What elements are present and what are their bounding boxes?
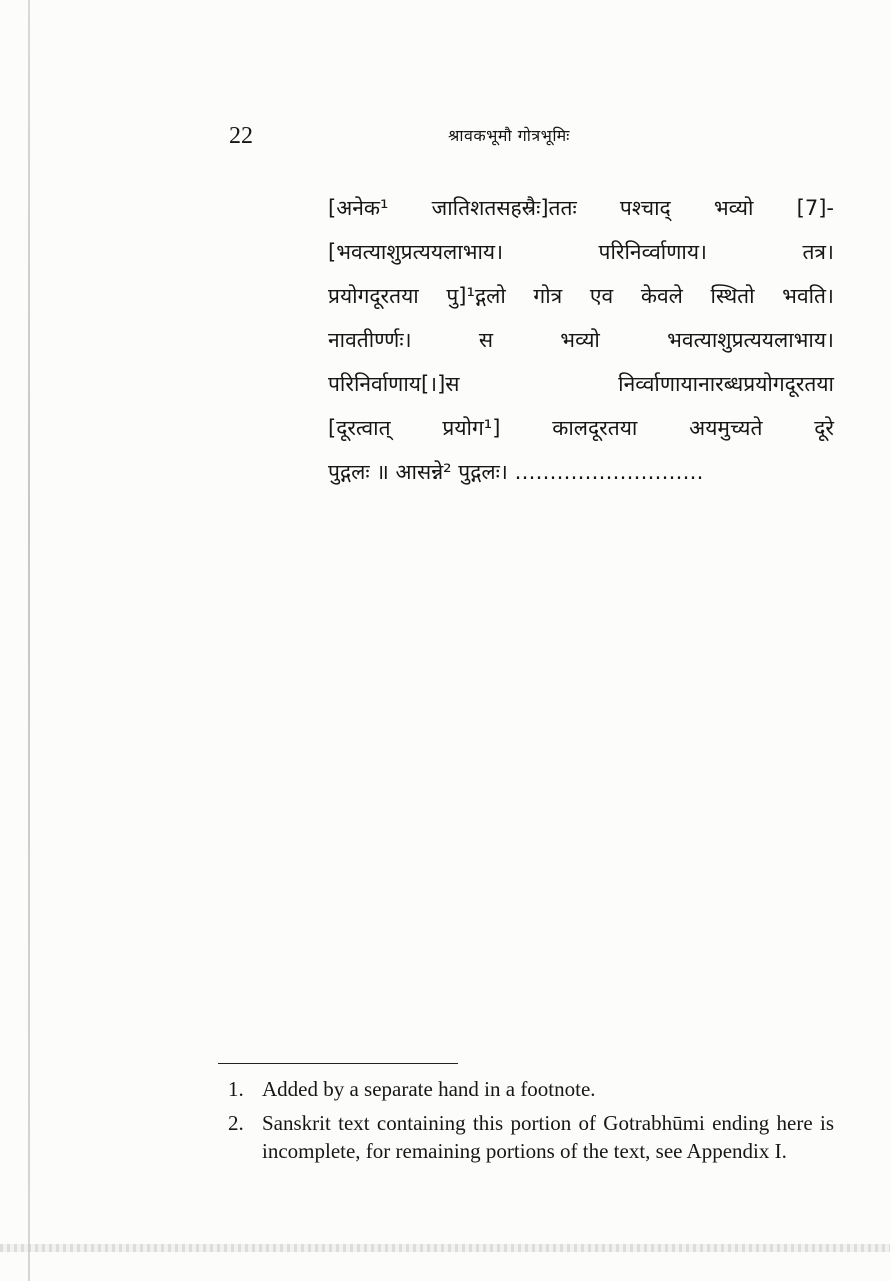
text-line: नावतीर्ण्णः। स भव्यो भवत्याशुप्रत्ययलाभाय। bbox=[328, 328, 834, 352]
text-line: परिनिर्वाणाय[।]स निर्व्वाणायानारब्धप्रयोगदूरतया bbox=[328, 372, 834, 396]
footnote bbox=[228, 1075, 834, 1103]
footnote-text: Sanskrit text containing this portion of Gotrabhūmi ending here is incomplete, for remaining portions of the text, see Appendix I. bbox=[262, 1111, 834, 1163]
text-line: [अनेक¹ जातिशतसहस्रैः]ततः पश्चाद् भव्यो [7]- bbox=[328, 196, 834, 220]
footnote-text: Added by a separate hand in a footnote. bbox=[262, 1077, 596, 1101]
footnote-number: 2. bbox=[228, 1111, 244, 1135]
text-line: पुद्गलः ॥ आसन्ने² पुद्गलः। ……………………… bbox=[328, 460, 704, 484]
page-left-edge bbox=[28, 0, 30, 1281]
page-bottom-edge bbox=[0, 1244, 890, 1252]
text-line: प्रयोगदूरतया पु]¹द्गलो गोत्र एव केवले स्थितो भवति। bbox=[328, 284, 834, 308]
running-head: श्रावकभूमौ गोत्रभूमिः bbox=[448, 126, 570, 145]
sanskrit-body-text bbox=[328, 186, 834, 494]
footnote-divider bbox=[218, 1063, 458, 1064]
footnotes bbox=[228, 1075, 834, 1171]
page-number: 22 bbox=[229, 123, 253, 149]
text-line: [दूरत्वात् प्रयोग¹] कालदूरतया अयमुच्यते दूरे bbox=[328, 416, 834, 440]
footnote bbox=[228, 1109, 834, 1165]
footnote-number: 1. bbox=[228, 1077, 244, 1101]
text-line: [भवत्याशुप्रत्ययलाभाय। परिनिर्व्वाणाय। तत्र। bbox=[328, 240, 834, 264]
